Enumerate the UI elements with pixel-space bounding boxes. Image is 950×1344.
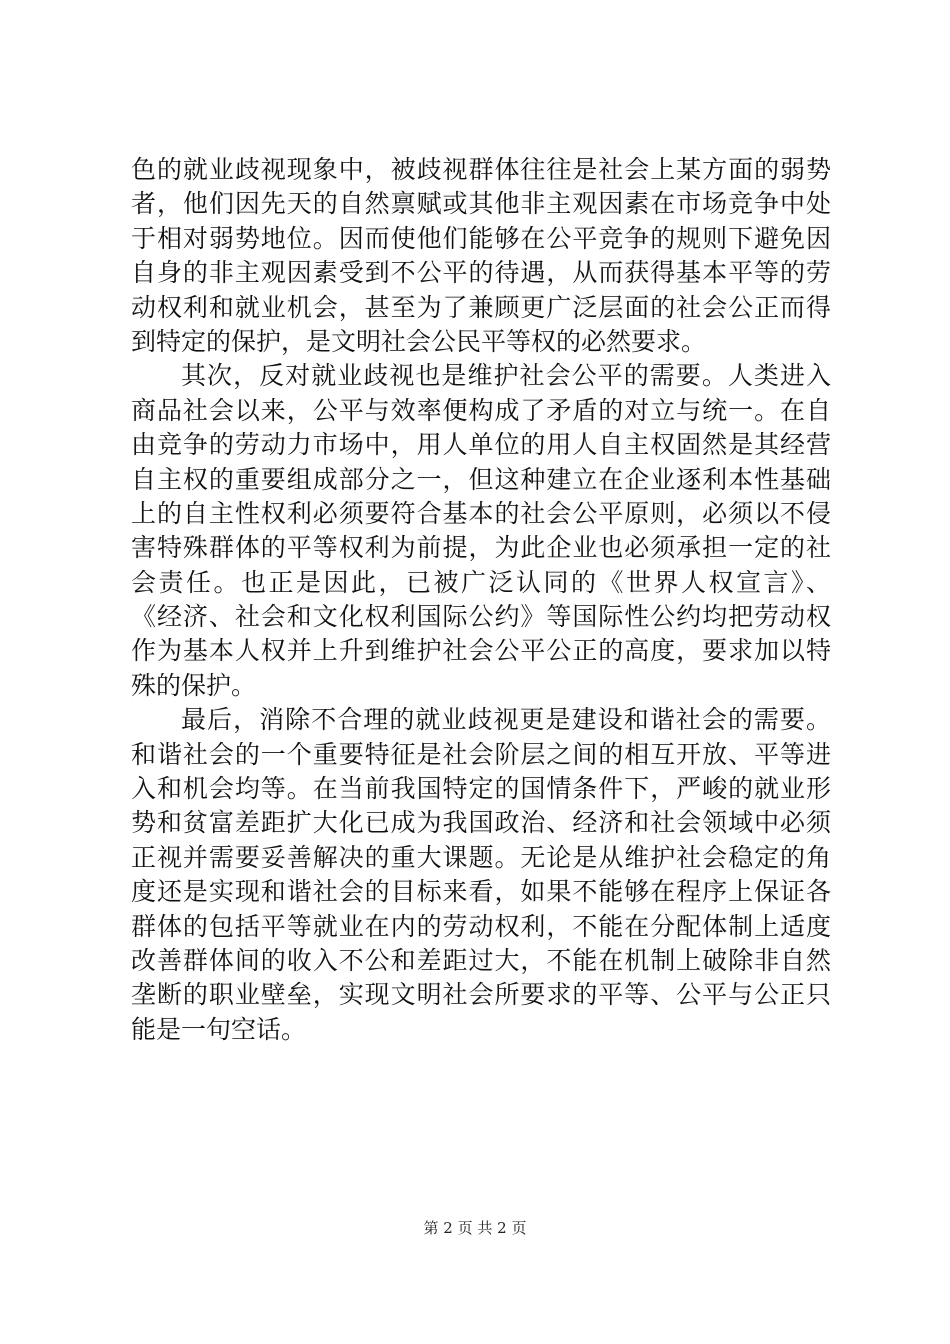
text-line: 者，他们因先天的自然禀赋或其他非主观因素在市场竞争中处 bbox=[131, 189, 831, 219]
text-line: 作为基本人权并上升到维护社会公平公正的高度，要求加以特 bbox=[131, 636, 831, 666]
text-line: 害特殊群体的平等权利为前提，为此企业也必须承担一定的社 bbox=[131, 533, 831, 563]
text-line: 动权利和就业机会，甚至为了兼顾更广泛层面的社会公正而得 bbox=[131, 292, 831, 322]
text-line: 色的就业歧视现象中，被歧视群体往往是社会上某方面的弱势 bbox=[131, 155, 831, 184]
text-line: 和谐社会的一个重要特征是社会阶层之间的相互开放、平等进 bbox=[131, 739, 831, 769]
text-line: 度还是实现和谐社会的目标来看，如果不能够在程序上保证各 bbox=[131, 877, 831, 907]
text-line: 入和机会均等。在当前我国特定的国情条件下，严峻的就业形 bbox=[131, 774, 831, 804]
text-line: 自身的非主观因素受到不公平的待遇，从而获得基本平等的劳 bbox=[131, 258, 831, 288]
text-line: 上的自主性权利必须要符合基本的社会公平原则，必须以不侵 bbox=[131, 498, 831, 528]
text-line: 势和贫富差距扩大化已成为我国政治、经济和社会领域中必须 bbox=[131, 808, 831, 838]
page-footer bbox=[0, 1218, 950, 1238]
text-line: 殊的保护。 bbox=[131, 670, 257, 700]
text-line: 会责任。也正是因此，已被广泛认同的《世界人权宣言》、 bbox=[131, 567, 831, 597]
text-line: 到特定的保护，是文明社会公民平等权的必然要求。 bbox=[131, 326, 707, 356]
text-line: 其次，反对就业歧视也是维护社会公平的需要。人类进入 bbox=[181, 361, 831, 391]
text-line: 于相对弱势地位。因而使他们能够在公平竞争的规则下避免因 bbox=[131, 223, 831, 253]
text-line: 自主权的重要组成部分之一，但这种建立在企业逐利本性基础 bbox=[131, 464, 831, 494]
paragraph bbox=[131, 359, 831, 703]
document-body bbox=[131, 153, 831, 1047]
paragraph bbox=[131, 703, 831, 1047]
text-line: 改善群体间的收入不公和差距过大，不能在机制上破除非自然 bbox=[131, 945, 831, 975]
paragraph bbox=[131, 153, 831, 359]
text-line: 最后，消除不合理的就业歧视更是建设和谐社会的需要。 bbox=[181, 705, 831, 735]
text-line: 《经济、社会和文化权利国际公约》等国际性公约均把劳动权 bbox=[131, 602, 831, 632]
text-line: 能是一句空话。 bbox=[131, 1014, 307, 1044]
text-line: 正视并需要妥善解决的重大课题。无论是从维护社会稳定的角 bbox=[131, 842, 831, 872]
text-line: 商品社会以来，公平与效率便构成了矛盾的对立与统一。在自 bbox=[131, 395, 831, 425]
text-line: 群体的包括平等就业在内的劳动权利，不能在分配体制上适度 bbox=[131, 911, 831, 941]
text-line: 由竞争的劳动力市场中，用人单位的用人自主权固然是其经营 bbox=[131, 430, 831, 460]
page-number-label: 第 2 页 共 2 页 bbox=[423, 1219, 527, 1237]
text-line: 垄断的职业壁垒，实现文明社会所要求的平等、公平与公正只 bbox=[131, 980, 831, 1010]
